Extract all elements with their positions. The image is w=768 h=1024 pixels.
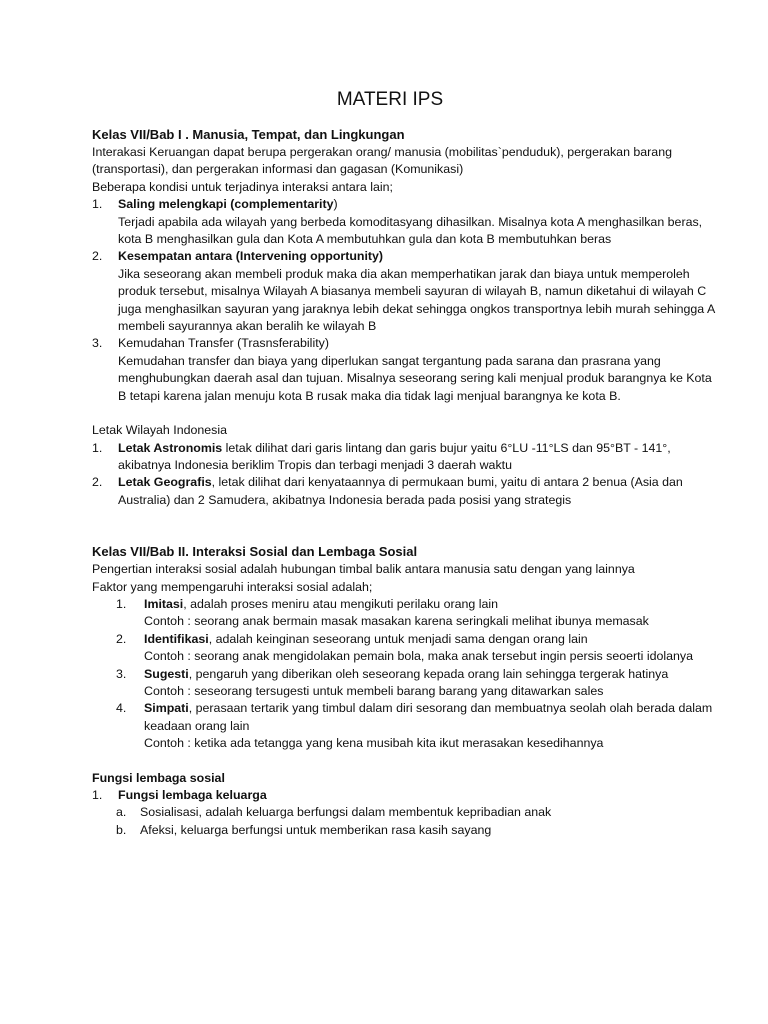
section3-list: [116, 596, 718, 753]
list-item: 2. Identifikasi, adalah keinginan seseorang untuk menjadi sama dengan orang lain Contoh : seorang anak mengidolakan pemain bola, maka anak tersebut ingin persis seoerti idolanya: [116, 631, 693, 664]
section2-heading: Letak Wilayah Indonesia: [92, 423, 228, 438]
section1-intro: Interakasi Keruangan dapat berupa pergerakan orang/ manusia (mobilitas`penduduk), pergerakan barang (transportasi), dan pergerakan informasi dan gagasan (Komunikasi): [92, 145, 672, 177]
list-item: 1. Saling melengkapi (complementarity) Terjadi apabila ada wilayah yang berbeda komoditasyang dihasilkan. Misalnya kota A menghasilkan beras, kota B menghasilkan gula dan Kota A membutuhkan gula dan kota B membutuhkan beras: [92, 197, 703, 247]
section3-intro: Pengertian interaksi sosial adalah hubungan timbal balik antara manusia satu dengan yang lainnya: [92, 562, 635, 577]
list-item: 3. Sugesti, pengaruh yang diberikan oleh seseorang kepada orang lain sehingga tergerak hatinya Contoh : seseorang tersugesti untuk membeli barang barang yang ditawarkan sales: [116, 666, 669, 698]
list-item: 3. Kemudahan Transfer (Trasnsferability) Kemudahan transfer dan biaya yang diperlukan sangat tergantung pada sarana dan prasrana yang menghubungkan daerah asal dan tujuan. Misalnya seseorang sering kali menjual produk barangnya ke Kota B tetapi karena jalan menuju kota B rusak maka dia tidak lagi menjual barangnya ke kota B.: [92, 336, 712, 403]
list-item: 2. Kesempatan antara (Intervening opportunity) Jika seseorang akan membeli produk maka dia akan memperhatikan jarak dan biaya untuk memperoleh produk tersebut, misalnya Wilayah A biasanya membeli sayuran di wilayah B, namun diketahui di wilayah C juga menghasilkan sayuran yang jaraknya lebih dekat sehingga ongkos transportnya lebih murah sehingga A membeli sayurannya akan beralih ke wilayah B: [92, 249, 715, 334]
list-item: 1. Letak Astronomis letak dilihat dari garis lintang dan garis bujur yaitu 6°LU -11°LS dan 95°BT - 141°, akibatnya Indonesia beriklim Tropis dan terbagi menjadi 3 daerah waktu: [92, 440, 671, 472]
section1-heading: Kelas VII/Bab I . Manusia, Tempat, dan Lingkungan: [92, 127, 405, 142]
list-item: 1. Fungsi lembaga keluarga: [92, 788, 267, 802]
section1-lead: Beberapa kondisi untuk terjadinya interaksi antara lain;: [92, 179, 393, 194]
page-title: MATERI IPS: [336, 89, 444, 110]
list-item: a. Sosialisasi, adalah keluarga berfungsi dalam membentuk kepribadian anak: [116, 805, 552, 820]
list-item: 2. Letak Geografis, letak dilihat dari kenyataannya di permukaan bumi, yaitu di antara 2 benua (Asia dan Australia) dan 2 Samudera, akibatnya Indonesia berada pada posisi yang strategis: [92, 475, 683, 507]
section4-sublist: [116, 804, 718, 839]
section4-heading: Fungsi lembaga sosial: [92, 770, 225, 785]
section3-heading: Kelas VII/Bab II. Interaksi Sosial dan Lembaga Sosial: [92, 544, 418, 560]
list-item: 1. Imitasi, adalah proses meniru atau mengikuti perilaku orang lain Contoh : seorang anak bermain masak masakan karena seringkali melihat ibunya memasak: [116, 596, 649, 629]
list-item: b. Afeksi, keluarga berfungsi untuk memberikan rasa kasih sayang: [116, 822, 492, 837]
section4-list: [92, 787, 718, 804]
section2-list: [92, 440, 718, 510]
section3-lead: Faktor yang mempengaruhi interaksi sosial adalah;: [92, 579, 373, 594]
section1-list: [92, 196, 718, 405]
list-item: 4. Simpati, perasaan tertarik yang timbul dalam diri sesorang dan membuatnya seolah olah berada dalam keadaan orang lain Contoh : ketika ada tetangga yang kena musibah kita ikut merasakan kesedihannya: [116, 701, 713, 751]
